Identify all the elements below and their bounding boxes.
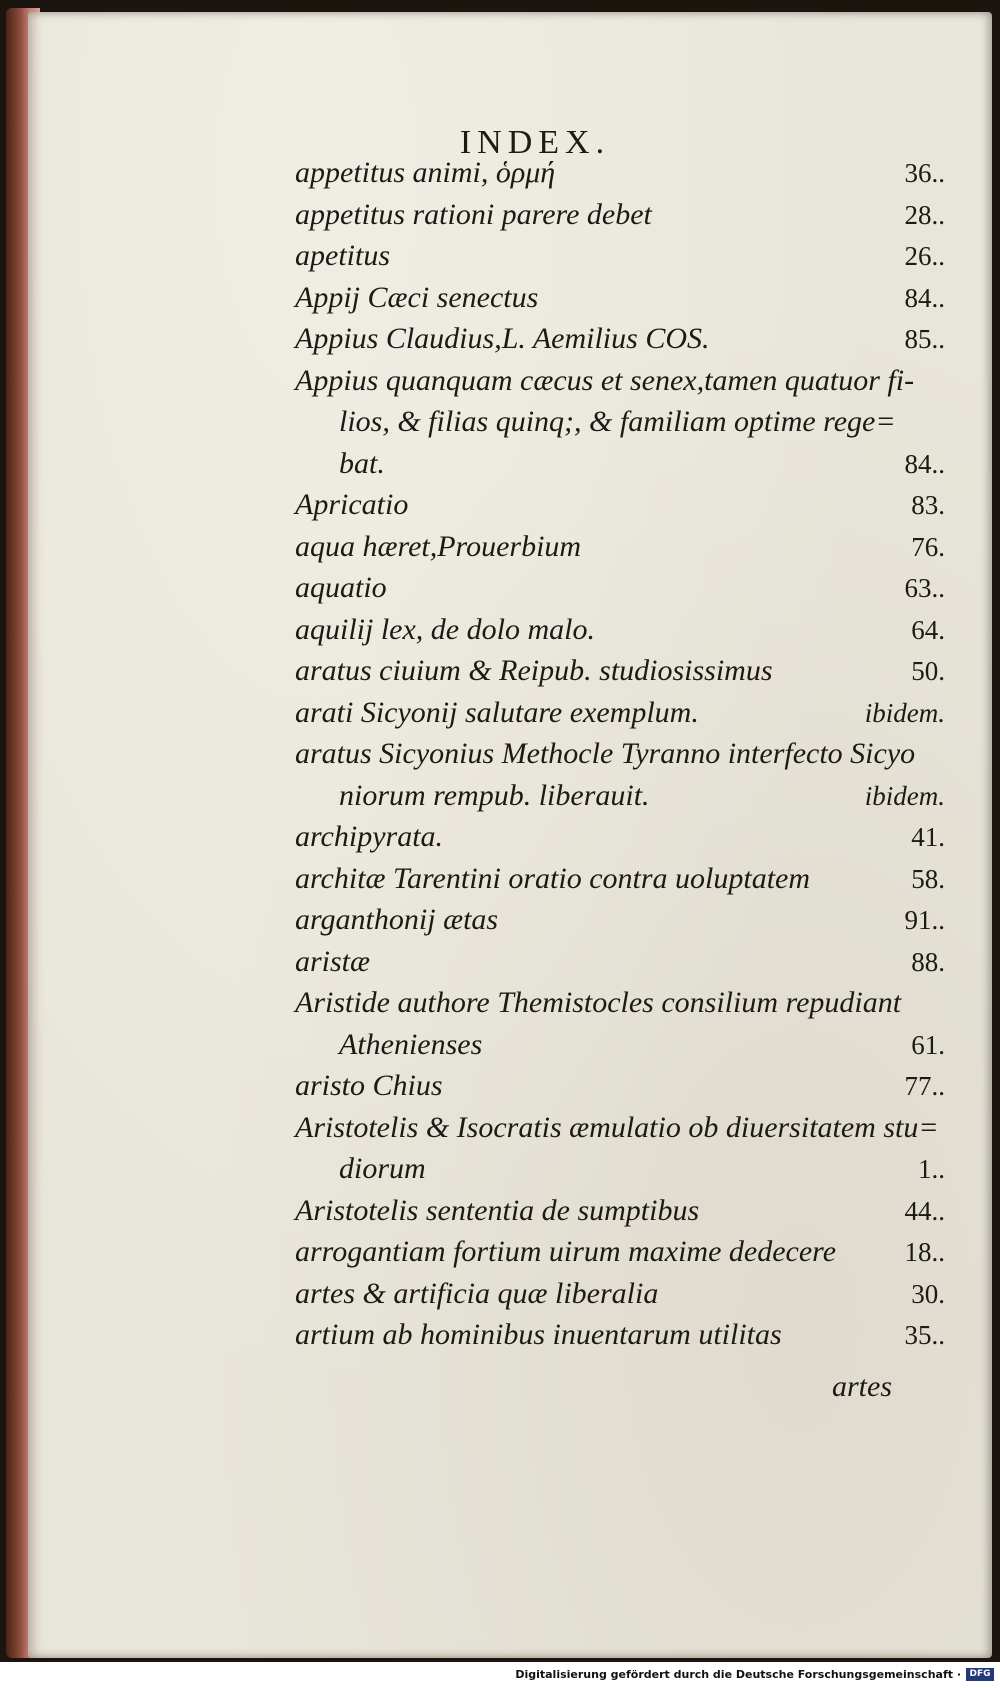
entry-line bbox=[295, 1065, 945, 1107]
entry-text: aquatio bbox=[295, 571, 387, 604]
entry-line bbox=[295, 650, 945, 692]
index-entry bbox=[295, 858, 945, 900]
entry-page-number: 64. bbox=[911, 614, 945, 645]
index-entry bbox=[295, 152, 945, 194]
entry-page-number: 84.. bbox=[904, 282, 945, 313]
index-entry bbox=[295, 1065, 945, 1107]
entry-page-number: 1.. bbox=[918, 1154, 945, 1184]
entry-text: arati Sicyonij salutare exemplum. bbox=[295, 695, 699, 729]
catchword: artes bbox=[832, 1370, 892, 1403]
entry-text: architæ Tarentini oratio contra uoluptatem bbox=[295, 861, 811, 895]
entry-line bbox=[295, 899, 945, 941]
entry-line bbox=[295, 484, 945, 526]
entry-text: artium ab hominibus inuentarum utilitas bbox=[295, 1318, 782, 1351]
index-entry bbox=[295, 277, 945, 319]
entry-text: Appius quanquam cæcus et senex,tamen quatuor fi- bbox=[295, 363, 915, 397]
entry-page-number: 30. bbox=[911, 1278, 945, 1309]
entry-text: Appij Cæci senectus bbox=[295, 280, 539, 314]
index-entry bbox=[295, 733, 945, 816]
entry-line bbox=[295, 194, 945, 236]
entry-page-number: 88. bbox=[911, 946, 945, 977]
entry-page-number: ibidem. bbox=[864, 697, 945, 728]
entry-line bbox=[295, 775, 945, 817]
entry-page-number: 18.. bbox=[904, 1237, 945, 1267]
entry-page-number: 83. bbox=[911, 490, 945, 520]
entry-text: Athenienses bbox=[339, 1027, 483, 1061]
entry-text: aqua hæret,Prouerbium bbox=[295, 529, 582, 563]
entry-line bbox=[295, 1273, 945, 1315]
entry-line bbox=[295, 733, 945, 775]
entry-page-number: 58. bbox=[911, 863, 945, 894]
entry-line bbox=[295, 692, 945, 734]
entry-line bbox=[295, 1314, 945, 1356]
entry-text: aristo Chius bbox=[295, 1069, 443, 1102]
entry-page-number: 36.. bbox=[904, 158, 945, 188]
entry-line bbox=[295, 858, 945, 900]
entry-text: diorum bbox=[339, 1152, 426, 1185]
entry-line bbox=[295, 567, 945, 609]
index-entry bbox=[295, 941, 945, 983]
entry-text: aratus Sicyonius Methocle Tyranno interfecto Sicyo bbox=[295, 737, 916, 770]
digitization-credit bbox=[515, 1668, 994, 1681]
entry-line bbox=[295, 360, 945, 402]
index-entry bbox=[295, 1107, 945, 1190]
entry-text: Aristotelis & Isocratis æmulatio ob diuersitatem stu= bbox=[295, 1110, 939, 1144]
index-entry bbox=[295, 484, 945, 526]
entry-page-number: 50. bbox=[911, 656, 945, 686]
entry-page-number: 41. bbox=[911, 822, 945, 852]
entry-text: Aristide authore Themistocles consilium repudiant bbox=[295, 986, 902, 1019]
entry-text: aristæ bbox=[295, 944, 371, 978]
page-heading: INDEX. bbox=[459, 124, 611, 161]
entry-page-number: 84.. bbox=[904, 448, 945, 479]
index-entry bbox=[295, 1190, 945, 1232]
entry-line bbox=[295, 277, 945, 319]
entry-text: Aristotelis sententia de sumptibus bbox=[295, 1193, 700, 1227]
entry-text: bat. bbox=[339, 446, 385, 480]
entry-text: niorum rempub. liberauit. bbox=[339, 778, 650, 812]
entry-text: appetitus rationi parere debet bbox=[295, 197, 652, 231]
entry-line bbox=[295, 152, 945, 194]
index-entry bbox=[295, 194, 945, 236]
entry-text: aquilij lex, de dolo malo. bbox=[295, 612, 595, 646]
index-entry bbox=[295, 650, 945, 692]
entry-text: artes & artificia quæ liberalia bbox=[295, 1276, 659, 1310]
entry-text: arganthonij ætas bbox=[295, 903, 499, 936]
entry-line bbox=[295, 443, 945, 485]
index-entry bbox=[295, 692, 945, 734]
entry-line bbox=[295, 235, 945, 277]
index-entry bbox=[295, 1314, 945, 1356]
index-entry bbox=[295, 567, 945, 609]
entry-page-number: 44.. bbox=[904, 1195, 945, 1226]
index-entry bbox=[295, 1273, 945, 1315]
entry-line bbox=[295, 941, 945, 983]
entry-page-number: 77.. bbox=[904, 1071, 945, 1101]
entry-page-number: 61. bbox=[911, 1029, 945, 1060]
credit-text: Digitalisierung gefördert durch die Deutsche Forschungsgemeinschaft · bbox=[515, 1668, 961, 1681]
entry-line bbox=[295, 1024, 945, 1066]
entry-line bbox=[295, 318, 945, 360]
entry-page-number: 85.. bbox=[904, 324, 945, 354]
entry-page-number: 28.. bbox=[904, 199, 945, 230]
index-entries bbox=[295, 152, 945, 1356]
entry-text: archipyrata. bbox=[295, 820, 444, 853]
entry-text: appetitus animi, ὁρμή bbox=[295, 156, 556, 189]
entry-text: aratus ciuium & Reipub. studiosissimus bbox=[295, 654, 773, 687]
index-entry bbox=[295, 526, 945, 568]
entry-page-number: 63.. bbox=[904, 573, 945, 603]
entry-line bbox=[295, 609, 945, 651]
entry-page-number: 35.. bbox=[904, 1320, 945, 1350]
entry-text: Apricatio bbox=[295, 488, 409, 521]
entry-line bbox=[295, 1190, 945, 1232]
index-entry bbox=[295, 360, 945, 485]
entry-page-number: 91.. bbox=[904, 905, 945, 935]
index-entry bbox=[295, 1231, 945, 1273]
index-entry bbox=[295, 235, 945, 277]
entry-text: arrogantiam fortium uirum maxime dedecere bbox=[295, 1235, 837, 1268]
entry-line bbox=[295, 816, 945, 858]
entry-page-number: 76. bbox=[911, 531, 945, 562]
dfg-logo-icon: DFG bbox=[966, 1668, 994, 1681]
entry-text: Appius Claudius,L. Aemilius COS. bbox=[295, 322, 710, 355]
entry-line bbox=[295, 1107, 945, 1149]
entry-line bbox=[295, 982, 945, 1024]
entry-text: lios, & filias quinq;, & familiam optime rege= bbox=[339, 405, 896, 438]
index-entry bbox=[295, 816, 945, 858]
entry-page-number: 26.. bbox=[904, 241, 945, 271]
entry-line bbox=[295, 1148, 945, 1190]
index-entry bbox=[295, 609, 945, 651]
index-entry bbox=[295, 318, 945, 360]
index-entry bbox=[295, 899, 945, 941]
entry-text: apetitus bbox=[295, 239, 390, 272]
entry-line bbox=[295, 401, 945, 443]
entry-page-number: ibidem. bbox=[864, 780, 945, 811]
entry-line bbox=[295, 526, 945, 568]
entry-line bbox=[295, 1231, 945, 1273]
index-entry bbox=[295, 982, 945, 1065]
